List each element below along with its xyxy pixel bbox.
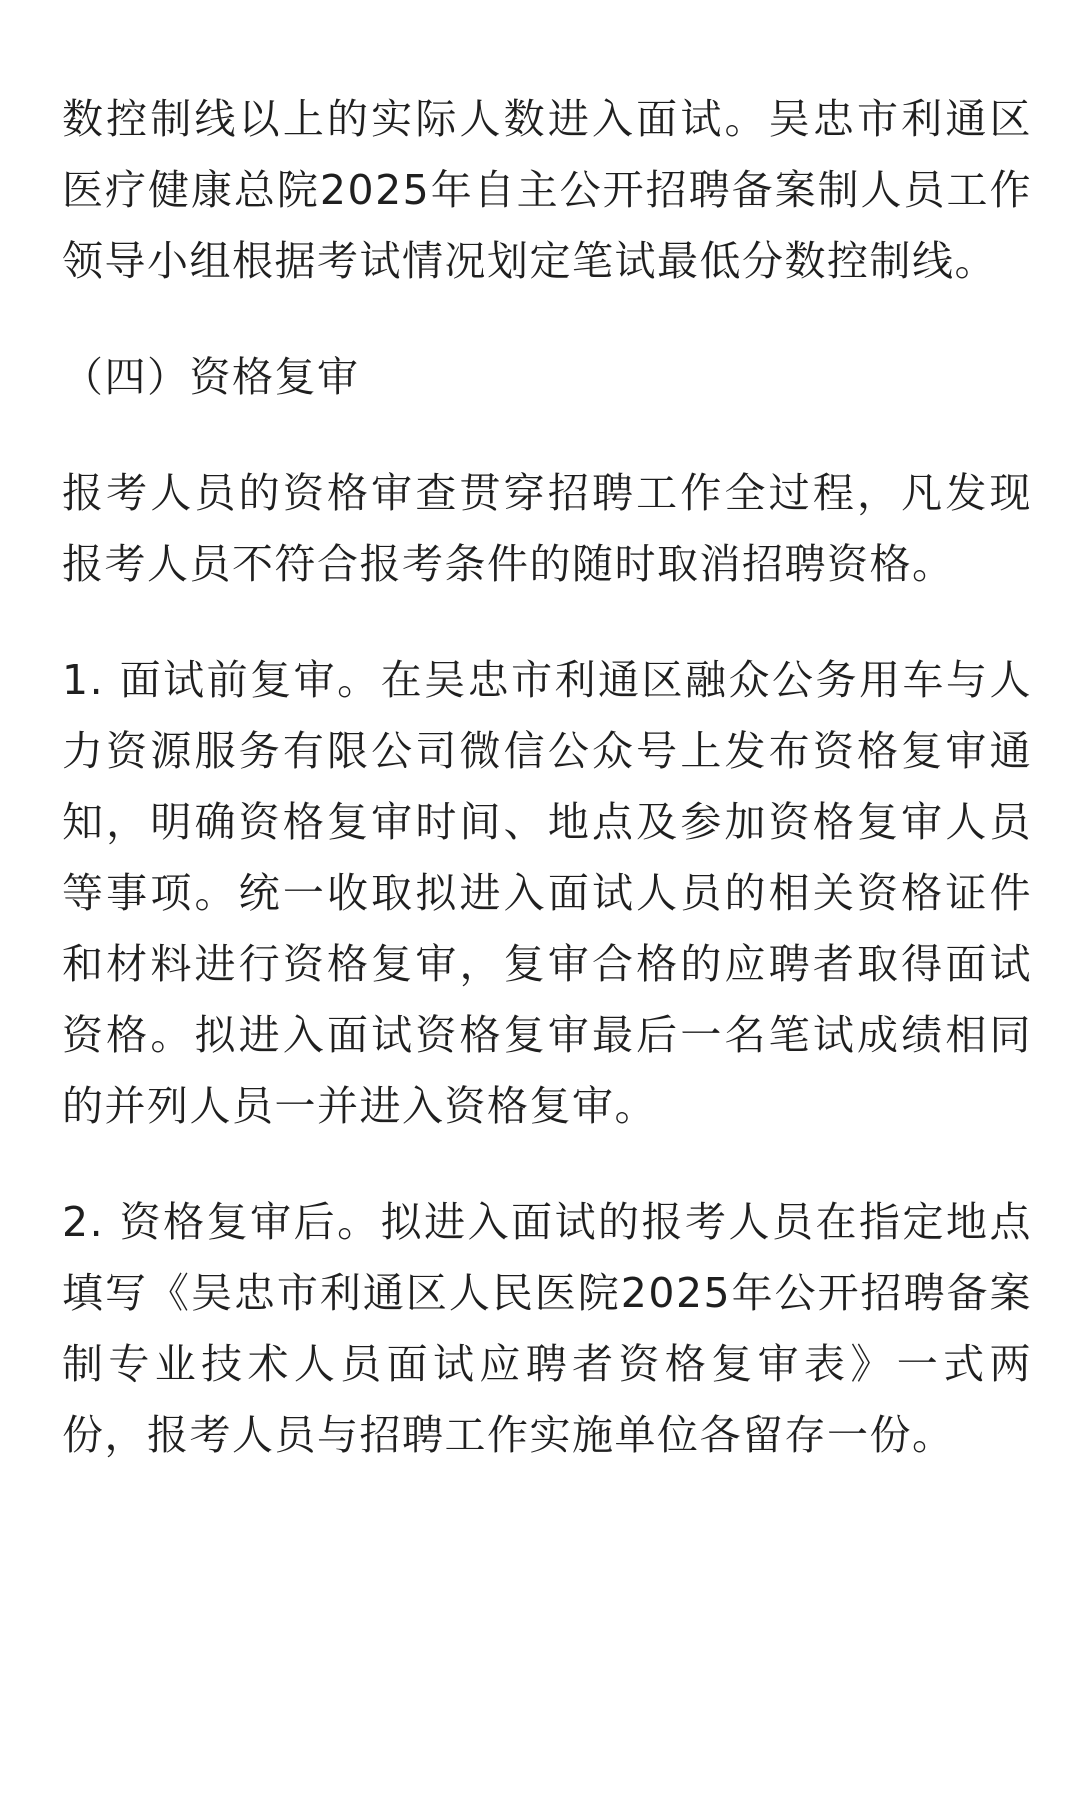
paragraph-post-review: 2. 资格复审后。拟进入面试的报考人员在指定地点填写《吴忠市利通区人民医院2025年公开招聘备案制专业技术人员面试应聘者资格复审表》一式两份，报考人员与招聘工作实施单位各留存一份。 bbox=[62, 1198, 1032, 1459]
paragraph-qualification-check: 报考人员的资格审查贯穿招聘工作全过程，凡发现报考人员不符合报考条件的随时取消招聘资格。 bbox=[62, 469, 1032, 588]
article-body bbox=[62, 84, 1032, 1516]
section-heading-qualification-review: （四）资格复审 bbox=[62, 353, 360, 401]
paragraph-score-line: 数控制线以上的实际人数进入面试。吴忠市利通区医疗健康总院2025年自主公开招聘备案制人员工作领导小组根据考试情况划定笔试最低分数控制线。 bbox=[62, 95, 1032, 285]
paragraph-pre-interview-review: 1. 面试前复审。在吴忠市利通区融众公务用车与人力资源服务有限公司微信公众号上发布资格复审通知，明确资格复审时间、地点及参加资格复审人员等事项。统一收取拟进入面试人员的相关资格证件和材料进行资格复审，复审合格的应聘者取得面试资格。拟进入面试资格复审最后一名笔试成绩相同的并列人员一并进入资格复审。 bbox=[62, 656, 1032, 1130]
